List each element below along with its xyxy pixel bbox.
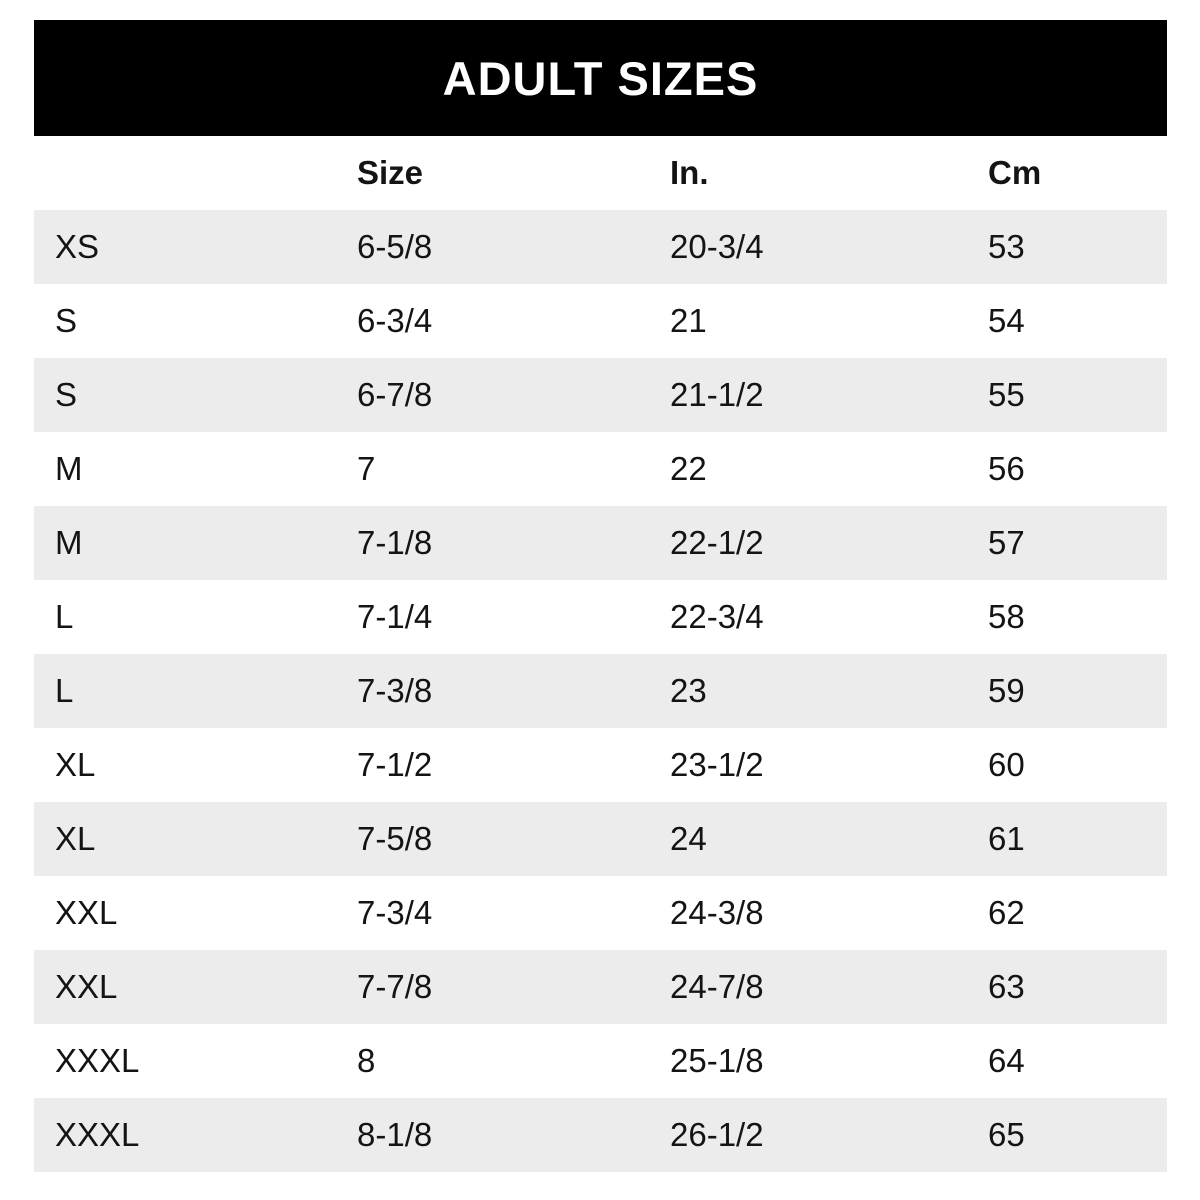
- cell-size: 7-3/4: [357, 894, 433, 931]
- cell-cm: 59: [988, 672, 1025, 709]
- cell-cm: 53: [988, 228, 1025, 265]
- cell-size-label: XL: [55, 820, 96, 857]
- table-row: [34, 358, 1167, 432]
- cell-size-label: XS: [55, 228, 100, 265]
- size-table-body: [34, 210, 1167, 1172]
- title-banner: [34, 20, 1167, 136]
- cell-size: 7-1/4: [357, 598, 433, 635]
- cell-size: 7-1/8: [357, 524, 433, 561]
- cell-size-label: M: [55, 450, 83, 487]
- table-row: [34, 210, 1167, 284]
- cell-size: 6-7/8: [357, 376, 433, 413]
- cell-cm: 65: [988, 1116, 1025, 1153]
- table-row: [34, 876, 1167, 950]
- cell-in: 23: [670, 672, 707, 709]
- table-row: [34, 506, 1167, 580]
- table-row: [34, 802, 1167, 876]
- table-row: [34, 950, 1167, 1024]
- cell-size-label: XXXL: [55, 1116, 140, 1153]
- cell-size-label: L: [55, 672, 74, 709]
- column-header-inches: In.: [670, 154, 709, 191]
- cell-size: 7-1/2: [357, 746, 433, 783]
- cell-size-label: S: [55, 376, 78, 413]
- cell-in: 21-1/2: [670, 376, 764, 413]
- cell-in: 24: [670, 820, 707, 857]
- cell-size-label: XXL: [55, 894, 118, 931]
- cell-in: 24-3/8: [670, 894, 764, 931]
- table-row: [34, 654, 1167, 728]
- table-row: [34, 284, 1167, 358]
- cell-size: 6-5/8: [357, 228, 433, 265]
- cell-size-label: L: [55, 598, 74, 635]
- cell-in: 24-7/8: [670, 968, 764, 1005]
- table-row: [34, 1098, 1167, 1172]
- table-header-row: [34, 136, 1167, 210]
- column-header-cm: Cm: [988, 154, 1042, 191]
- cell-cm: 57: [988, 524, 1025, 561]
- cell-size-label: XXL: [55, 968, 118, 1005]
- cell-cm: 60: [988, 746, 1025, 783]
- table-row: [34, 580, 1167, 654]
- table-row: [34, 432, 1167, 506]
- cell-size: 7-5/8: [357, 820, 433, 857]
- cell-cm: 54: [988, 302, 1025, 339]
- cell-in: 22: [670, 450, 707, 487]
- cell-in: 25-1/8: [670, 1042, 764, 1079]
- cell-cm: 64: [988, 1042, 1025, 1079]
- cell-size-label: XXXL: [55, 1042, 140, 1079]
- cell-in: 23-1/2: [670, 746, 764, 783]
- cell-in: 26-1/2: [670, 1116, 764, 1153]
- cell-size-label: M: [55, 524, 83, 561]
- cell-in: 21: [670, 302, 707, 339]
- cell-in: 22-1/2: [670, 524, 764, 561]
- cell-cm: 62: [988, 894, 1025, 931]
- cell-size: 7: [357, 450, 376, 487]
- table-row: [34, 728, 1167, 802]
- page-title: ADULT SIZES: [442, 51, 759, 105]
- cell-cm: 56: [988, 450, 1025, 487]
- cell-size: 8-1/8: [357, 1116, 433, 1153]
- cell-in: 22-3/4: [670, 598, 764, 635]
- cell-size: 7-3/8: [357, 672, 433, 709]
- cell-cm: 55: [988, 376, 1025, 413]
- cell-size: 6-3/4: [357, 302, 433, 339]
- cell-size: 8: [357, 1042, 376, 1079]
- cell-size-label: XL: [55, 746, 96, 783]
- cell-size-label: S: [55, 302, 78, 339]
- table-row: [34, 1024, 1167, 1098]
- cell-cm: 61: [988, 820, 1025, 857]
- cell-cm: 63: [988, 968, 1025, 1005]
- column-header-size: Size: [357, 154, 424, 191]
- cell-cm: 58: [988, 598, 1025, 635]
- cell-size: 7-7/8: [357, 968, 433, 1005]
- cell-in: 20-3/4: [670, 228, 764, 265]
